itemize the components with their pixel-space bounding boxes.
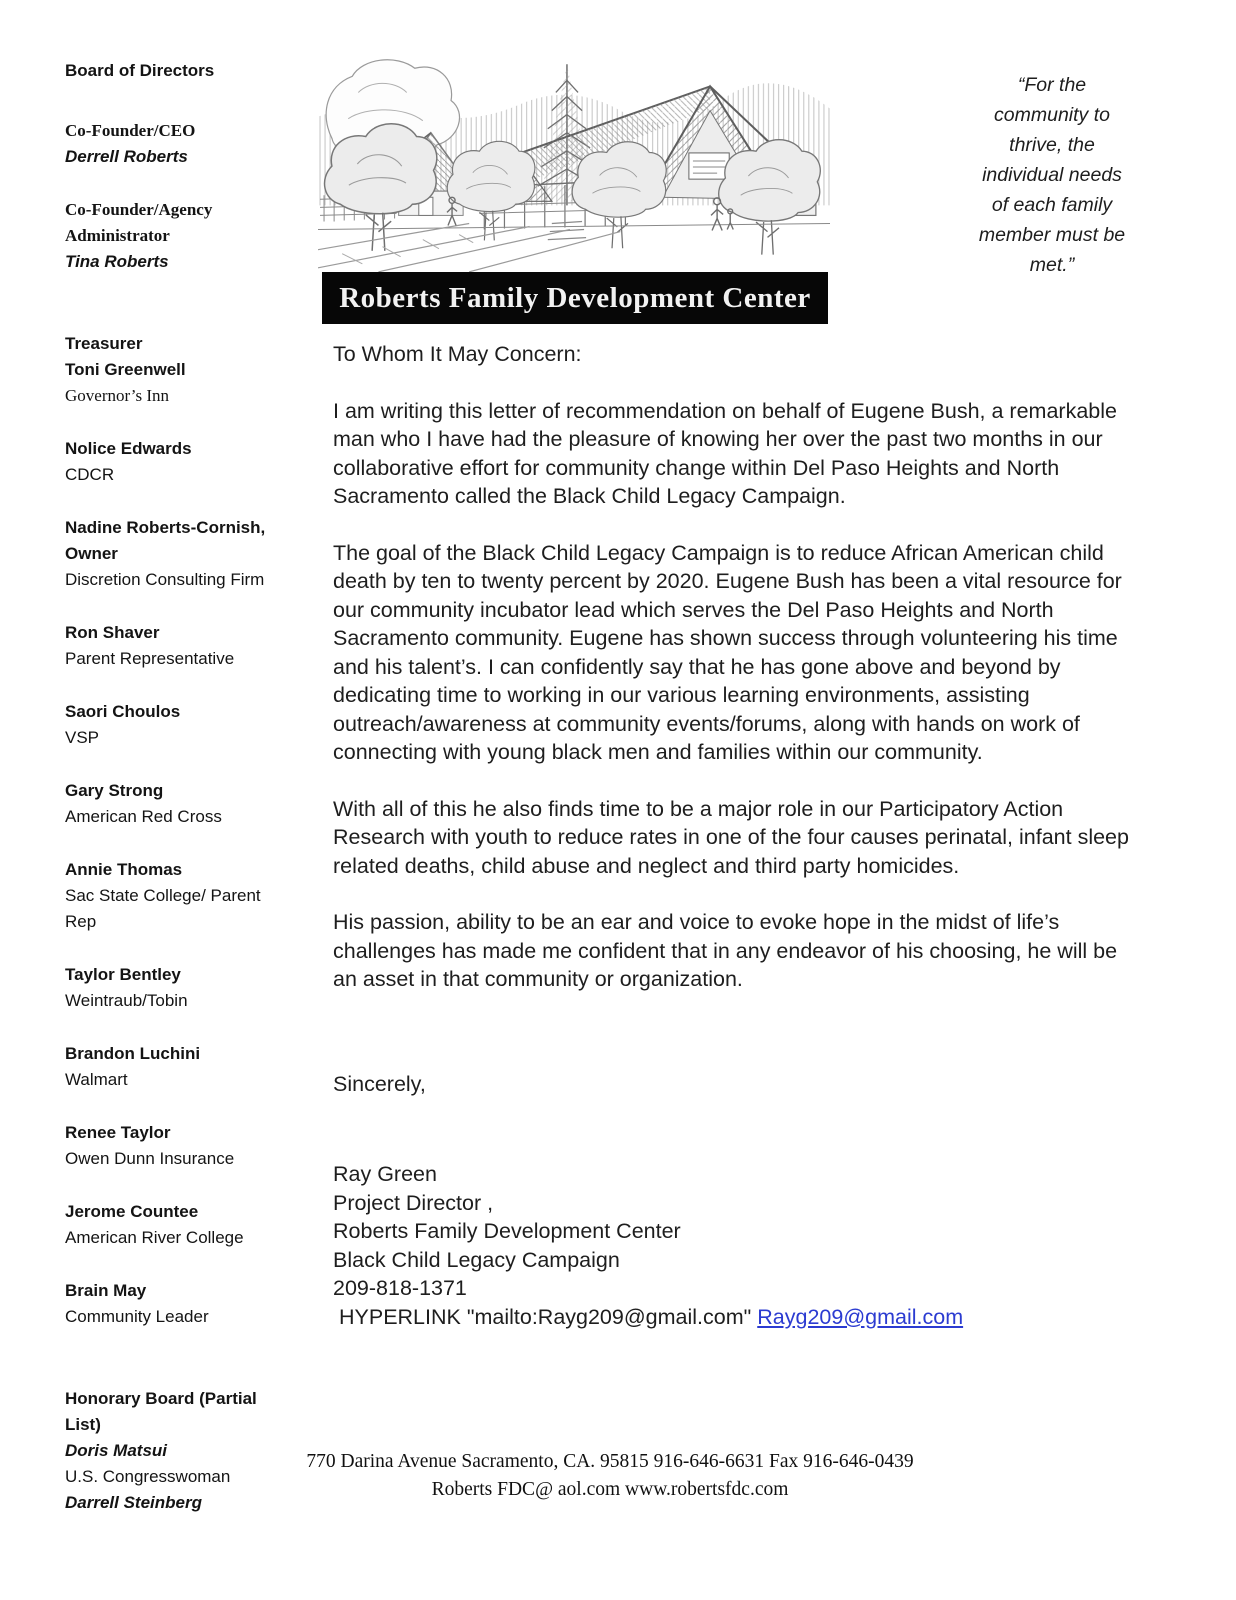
board-line: CDCR [65, 465, 115, 484]
board-block [65, 331, 283, 409]
board-line: Discretion Consulting Firm [65, 570, 265, 589]
letter-paragraph: I am writing this letter of recommendation on behalf of Eugene Bush, a remarkable man who I have had the pleasure of knowing her over the past two months in our collaborative effort for community change within Del Paso Heights and North Sacramento called the Black Child Legacy Campaign. [333, 398, 1117, 508]
board-line: Brandon Luchini [65, 1044, 201, 1063]
board-line: Doris Matsui [65, 1441, 168, 1460]
board-group [65, 118, 283, 275]
board-line: American Red Cross [65, 807, 222, 826]
letter-body [333, 340, 1133, 1331]
board-line: Walmart [65, 1070, 128, 1089]
footer-line-address: 770 Darina Avenue Sacramento, CA. 95815 916-646-6631 Fax 916-646-0439 [306, 1451, 914, 1472]
board-line: American River College [65, 1228, 244, 1247]
board-group [65, 1386, 283, 1516]
board-block [65, 436, 283, 488]
board-line: Co-Founder/Agency Administrator [65, 200, 213, 245]
quote-line: met.” [1029, 254, 1075, 276]
mission-quote [946, 70, 1158, 280]
board-line: Derrell Roberts [65, 147, 188, 166]
board-block [65, 962, 283, 1014]
board-line: Owen Dunn Insurance [65, 1149, 235, 1168]
board-block [65, 118, 283, 170]
quote-line: of each family [991, 194, 1113, 216]
board-block [65, 699, 283, 751]
quote-line: community to [994, 104, 1110, 126]
board-line: Jerome Countee [65, 1202, 199, 1221]
letter-paragraph: With all of this he also finds time to be a major role in our Participatory Action Research with youth to reduce rates in one of the four causes perinatal, infant sleep related deaths, child abuse and neglect and third party homicides. [333, 796, 1129, 878]
board-line: Weintraub/Tobin [65, 991, 188, 1010]
board-line: Sac State College/ Parent Rep [65, 886, 261, 931]
board-groups [65, 118, 283, 1516]
board-block [65, 1386, 283, 1516]
footer-line-web: Roberts FDC@ aol.com www.robertsfdc.com [431, 1479, 789, 1500]
letter-paragraph: The goal of the Black Child Legacy Campaign is to reduce African American child death by ten to twenty percent by 2020. Eugene Bush has been a vital resource for our community incubator lead which serves the Del Paso Heights and North Sacramento community. Eugene has shown success through volunteering his time and his talent’s. I can confidently say that he has gone above and beyond by dedicating time to working in our various learning environments, assisting outreach/awareness at community events/forums, along with hands on work of connecting with young black men and families within our community. [333, 540, 1122, 764]
board-line: Tina Roberts [65, 252, 169, 271]
board-block [65, 515, 283, 593]
board-line: VSP [65, 728, 100, 747]
board-line: Renee Taylor [65, 1123, 171, 1142]
quote-line: individual needs [982, 164, 1122, 186]
board-block [65, 1199, 283, 1251]
letter-paragraphs [333, 397, 1133, 994]
board-line: U.S. Congresswoman [65, 1467, 231, 1486]
board-line: Parent Representative [65, 649, 235, 668]
building-sketch-illustration [318, 52, 830, 272]
board-block [65, 197, 283, 275]
closing: Sincerely, [333, 1071, 426, 1096]
email-link[interactable]: Rayg209@gmail.com [757, 1304, 964, 1329]
board-line: Co-Founder/CEO [65, 121, 196, 140]
signature-block [333, 1160, 1133, 1303]
board-line: Nolice Edwards [65, 439, 192, 458]
board-line: Governor’s Inn [65, 386, 170, 405]
signature-line: Ray Green [333, 1162, 437, 1186]
board-line: Toni Greenwell [65, 360, 186, 379]
salutation: To Whom It May Concern: [333, 342, 582, 366]
board-line: Taylor Bentley [65, 965, 181, 984]
board-line: Community Leader [65, 1307, 209, 1326]
board-sidebar [65, 58, 283, 1516]
signature-line: Project Director , [333, 1190, 494, 1215]
building-sketch-drawing [318, 52, 830, 272]
board-block [65, 857, 283, 935]
signature-line: Black Child Legacy Campaign [333, 1247, 620, 1272]
board-line: Saori Choulos [65, 702, 181, 721]
board-line: Annie Thomas [65, 860, 183, 879]
board-block [65, 1041, 283, 1093]
signature-line: Roberts Family Development Center [333, 1219, 681, 1243]
board-block [65, 620, 283, 672]
page-footer [285, 1448, 935, 1504]
board-group [65, 331, 283, 1330]
board-line: Gary Strong [65, 781, 164, 800]
letter-paragraph: His passion, ability to be an ear and voice to evoke hope in the midst of life’s challenges has made me confident that in any endeavor of his choosing, he will be an asset in that community or organization. [333, 910, 1118, 991]
board-block [65, 778, 283, 830]
board-line: Ron Shaver [65, 623, 160, 642]
quote-line: “For the [1017, 74, 1087, 96]
signature-line: 209-818-1371 [333, 1276, 467, 1300]
board-line: Treasurer [65, 334, 143, 353]
hyperlink-line [333, 1303, 1133, 1332]
quote-line: thrive, the [1009, 134, 1095, 156]
org-banner: Roberts Family Development Center [322, 272, 828, 324]
board-line: Nadine Roberts-Cornish, Owner [65, 518, 266, 563]
board-line: Honorary Board (Partial List) [65, 1389, 257, 1434]
quote-line: member must be [978, 224, 1126, 246]
board-block [65, 1278, 283, 1330]
board-line: Darrell Steinberg [65, 1493, 202, 1512]
hyperlink-field-text: HYPERLINK "mailto:Rayg209@gmail.com" [333, 1304, 758, 1329]
board-block [65, 1120, 283, 1172]
board-line: Brain May [65, 1281, 147, 1300]
board-title: Board of Directors [65, 61, 215, 80]
